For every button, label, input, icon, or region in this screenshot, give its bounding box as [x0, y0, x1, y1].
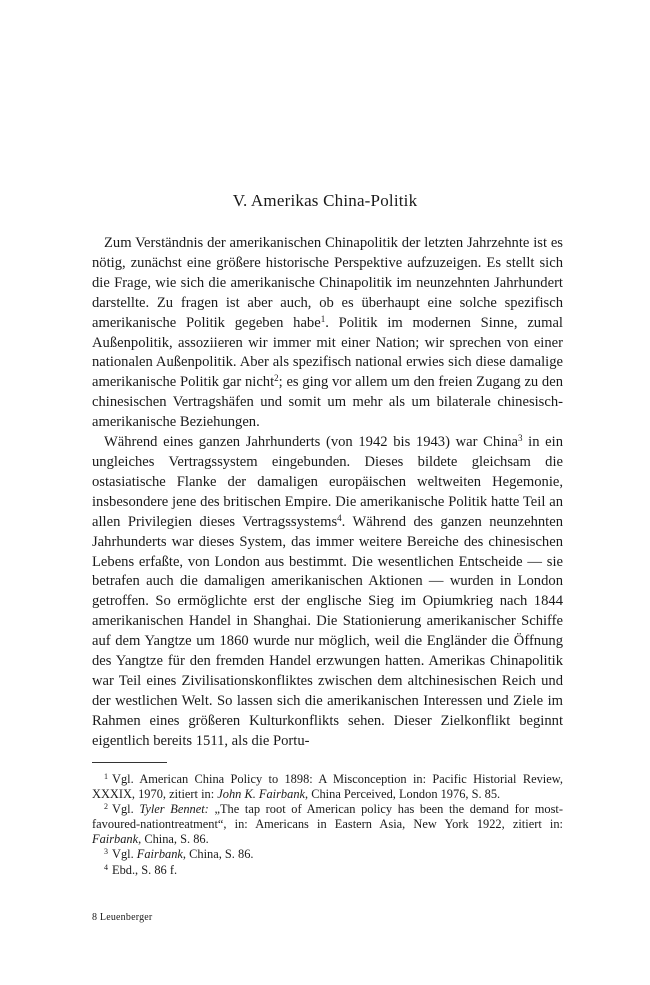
footnote-ref: 4: [337, 512, 342, 523]
paragraph: Zum Verständnis der amerikanischen Chinapolitik der letzten Jahrzehnte ist es nötig, zunächst eine größere historische Perspektive aufzuzeigen. Es stellt sich die Frage, wie sich die amerikanische Chinapolitik im neunzehnten Jahrhundert darstellte. Zu fragen ist aber auch, ob es überhaupt eine solche spezifisch amerikanische Politik gegeben habe$^1$. Politik im modernen Sinne, zumal Außenpolitik, assoziieren wir immer mit einer Nation; wir sprechen von einer nationalen Außenpolitik. Aber als spezifisch national erwies sich diese damalige amerikanische Politik gar nicht$^2$; es ging vor allem um den freien Zugang zu den chinesischen Vertragshäfen und somit um mehr als um bilaterale chinesisch-amerikanische Beziehungen.: [92, 235, 564, 431]
footnote: $^1$ Vgl. American China Policy to 1898: A Misconception in: Pacific Historial Review, XXXIX, 1970, zitiert in: John K. Fairbank, China Perceived, London 1976, S. 85.: [92, 772, 563, 802]
footnote-divider: [92, 762, 167, 763]
footnote: $^3$ Vgl. Fairbank, China, S. 86.: [104, 847, 254, 862]
footnote-ref: 2: [274, 373, 279, 384]
footnote-ref: 1: [320, 313, 326, 324]
chapter-title: V. Amerikas China-Politik: [232, 191, 418, 210]
main-text: [92, 234, 563, 752]
footnote-ref: 3: [518, 433, 523, 444]
footnotes: [92, 772, 563, 878]
paragraph: Während eines ganzen Jahrhunderts (von 1942 bis 1943) war China$^3$ in ein ungleiches Vertragssystem eingebunden. Dieses bildete gleichsam die ostasiatische Flanke der damaligen europäischen weltweiten Hegemonie, insbesondere jene des britischen Empire. Die amerikanische Politik hatte Teil an allen Privilegien dieses Vertragssystems$^4$. Während des ganzen neunzehnten Jahrhunderts war dieses System, das immer weitere Bereiche des chinesischen Lebens erfaßte, von London aus bestimmt. Die wesentlichen Entscheide — sie betrafen auch die damaligen amerikanischen Aktionen — wurden in London getroffen. So ermöglichte erst der englische Sieg im Opiumkrieg nach 1844 amerikanischen Handel in Shanghai. Die Stationierung amerikanischer Schiffe auf dem Yangtze um 1860 wurde nur möglich, weil die Engländer die Öffnung des Yangtze für den fremden Handel erzwungen hatten. Amerikas Chinapolitik war Teil eines Zivilisationskonfliktes zwischen dem altchinesischen Reich und der westlichen Welt. So lassen sich die amerikanischen Interessen und Ziele im Rahmen eines größeren Kulturkonflikts sehen. Dieser Zielkonflikt beginnt eigentlich bereits 1511, als die Portu-: [92, 433, 564, 749]
footnote: $^2$ Vgl. Tyler Bennet: „The tap root of American policy has been the demand for most-favoured-nationtreatment“, in: Americans in Eastern Asia, New York 1922, zitiert in: Fairbank, China, S. 86.: [92, 802, 564, 847]
printer-signature: 8 Leuenberger: [92, 912, 153, 923]
footnote: $^4$ Ebd., S. 86 f.: [104, 862, 178, 877]
